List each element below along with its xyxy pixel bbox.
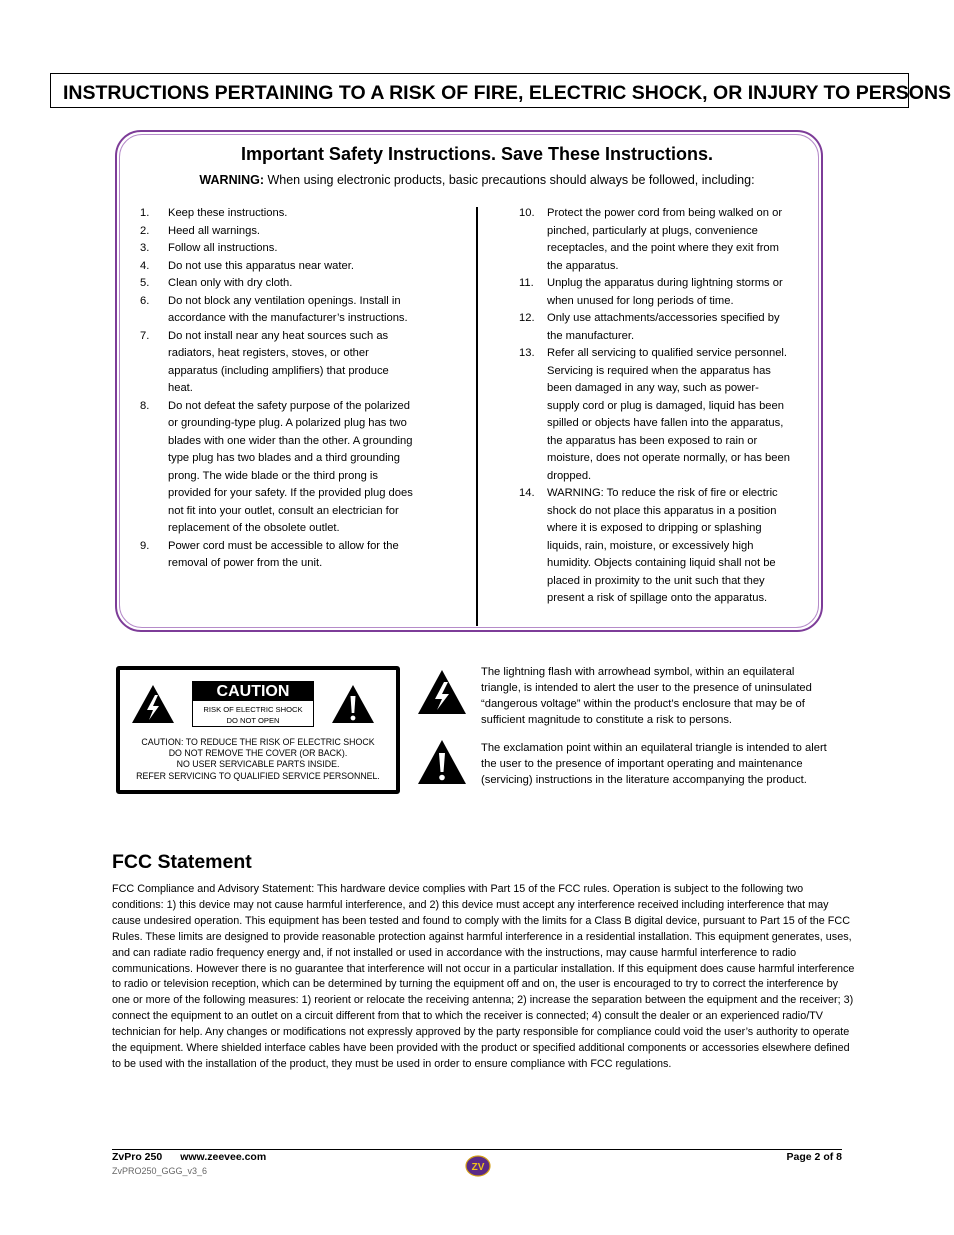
header-title: INSTRUCTIONS PERTAINING TO A RISK OF FIRE, ELECTRIC SHOCK, OR INJURY TO PERSONS	[63, 82, 952, 104]
list-item-text: Follow all instructions.	[168, 242, 278, 254]
caution-text-line1: CAUTION: TO REDUCE THE RISK OF ELECTRIC SHOCK	[141, 737, 375, 747]
caution-risk-text	[193, 704, 313, 726]
list-item	[140, 538, 415, 573]
list-item	[140, 328, 415, 398]
footer-doc-id: ZvPRO250_GGG_v3_6	[112, 1166, 208, 1176]
list-item	[519, 275, 791, 310]
list-item-number: 10.	[519, 207, 535, 219]
list-item	[519, 310, 791, 345]
warning-text: When using electronic products, basic precautions should always be followed, including:	[264, 173, 755, 187]
list-item-number: 8.	[140, 399, 150, 412]
exclamation-symbol-description: The exclamation point within an equilateral triangle is intended to alert the user to the presence of important operating and maintenance (servicing) instructions in the literature accompanying the product.	[481, 742, 827, 786]
list-item-text: Do not use this apparatus near water.	[168, 259, 354, 272]
list-item-number: 3.	[140, 242, 150, 254]
caution-text-line3: NO USER SERVICABLE PARTS INSIDE.	[176, 759, 340, 770]
caution-risk-line1: RISK OF ELECTRIC SHOCK	[203, 705, 303, 714]
warning-label: WARNING:	[199, 173, 264, 187]
list-item	[140, 258, 415, 276]
list-item	[519, 205, 791, 275]
list-item-number: 9.	[140, 539, 150, 552]
column-divider	[476, 207, 478, 626]
footer-product: ZvPro 250	[112, 1151, 163, 1163]
list-item-number: 5.	[140, 277, 150, 289]
caution-heading: CAUTION	[193, 682, 313, 701]
list-item-number: 13.	[519, 347, 535, 359]
footer-page-number: Page 2 of 8	[786, 1151, 842, 1163]
safety-list-left	[140, 205, 415, 573]
list-item-text: Only use attachments/accessories specified by the manufacturer.	[547, 312, 780, 342]
fcc-body: FCC Compliance and Advisory Statement: This hardware device complies with Part 15 of the FCC rules. Operation is subject to the following two conditions: 1) this device may not cause harmful interference, and 2) this device must accept any interference received including interference that may cause undesired operation. This equipment has been tested and found to comply with the limits for a Class B digital device, pursuant to Part 15 of the FCC Rules. These limits are designed to provide reasonable protection against harmful interference in a residential installation. This equipment generates, uses, and can radiate radio frequency energy and, if not installed or used in accordance with the instructions, may cause harmful interference to radio communications. However there is no guarantee that interference will not occur in a particular installation. If this equipment does cause harmful interference to radio or television reception, which can be determined by turning the equipment off and on, the user is encouraged to try to correct the interference by one or more of the following measures: 1) reorient or relocate the receiving antenna; 2) increase the separation between the equipment and the receiver; 3) connect the equipment to an outlet on a circuit different from that to which the receiver is connected; 4) consult the dealer or an experienced radio/TV technician for help. Any changes or modifications not expressly approved by the party responsible for compliance could void the user’s authority to operate the equipment. Where shielded interface cables have been provided with the product or specified additional components or accessories elsewhere defined to be used with the installation of the product, they must be used in order to ensure compliance with FCC regulations.	[112, 883, 855, 1070]
list-item-number: 14.	[519, 487, 535, 499]
caution-risk-line2: DO NOT OPEN	[226, 716, 280, 725]
list-item-number: 1.	[140, 207, 150, 219]
list-item-text: Heed all warnings.	[168, 224, 261, 237]
list-item-text: Unplug the apparatus during lightning storms or when unused for long periods of time.	[547, 277, 783, 307]
safety-list-right	[519, 205, 791, 608]
list-item-number: 7.	[140, 329, 150, 342]
lightning-triangle-icon	[130, 683, 176, 725]
list-item-text: Power cord must be accessible to allow for the removal of power from the unit.	[168, 539, 399, 569]
logo-text: ZV	[471, 1162, 485, 1173]
exclamation-triangle-icon	[330, 683, 376, 725]
list-item-text: Clean only with dry cloth.	[168, 277, 293, 289]
footer-website: www.zeevee.com	[180, 1151, 267, 1163]
header-title-box	[50, 73, 952, 108]
zeevee-logo	[464, 1155, 492, 1177]
list-item-number: 12.	[519, 312, 535, 324]
fcc-title: FCC Statement	[112, 851, 252, 873]
list-item-text: Keep these instructions.	[168, 207, 288, 219]
list-item-text: Refer all servicing to qualified service personnel. Servicing is required when the apparatus has been damaged in any way, such as power-supply cord or plug is damaged, liquid has been spilled or objects have fallen into the apparatus, the apparatus has been exposed to rain or moisture, does not operate normally, or has been dropped.	[547, 347, 790, 482]
list-item	[140, 293, 415, 328]
list-item-text: Protect the power cord from being walked on or pinched, particularly at plugs, convenience receptacles, and the point where they exit from the apparatus.	[547, 207, 783, 272]
exclamation-triangle-icon	[416, 738, 468, 786]
list-item	[140, 223, 415, 241]
list-item-number: 2.	[140, 224, 150, 237]
list-item-number: 6.	[140, 294, 150, 307]
lightning-triangle-icon	[416, 668, 468, 716]
footer-product-info	[112, 1151, 266, 1163]
list-item	[140, 275, 415, 293]
caution-header	[192, 681, 314, 727]
list-item	[140, 205, 415, 223]
list-item	[519, 345, 791, 485]
caution-label	[116, 666, 400, 794]
list-item-text: Do not defeat the safety purpose of the polarized or grounding-type plug. A polarized plug has two blades with one wider than the other. A grounding type plug has two blades and a third grounding prong. The wide blade or the third prong is provided for your safety. If the provided plug does not fit into your outlet, consult an electrician for replacement of the obsolete outlet.	[168, 399, 413, 534]
caution-body	[120, 737, 396, 782]
caution-text-line4: REFER SERVICING TO QUALIFIED SERVICE PERSONNEL.	[136, 770, 380, 781]
footer-divider	[112, 1149, 842, 1150]
caution-text-line2: DO NOT REMOVE THE COVER (OR BACK).	[168, 748, 348, 759]
list-item	[140, 240, 415, 258]
safety-warning	[0, 173, 954, 187]
list-item-number: 11.	[519, 277, 534, 289]
lightning-symbol-description: The lightning flash with arrowhead symbol, within an equilateral triangle, is intended to alert the user to the presence of uninsulated “dangerous voltage” within the product’s enclosure that may be of sufficient magnitude to constitute a risk to persons.	[481, 666, 812, 726]
list-item-text: Do not install near any heat sources such as radiators, heat registers, stoves, or other apparatus (including amplifiers) that produce heat.	[168, 329, 389, 394]
list-item-number: 4.	[140, 259, 150, 272]
list-item	[519, 485, 791, 608]
list-item-text: WARNING: To reduce the risk of fire or electric shock do not place this apparatus in a position where it is exposed to dripping or splashing liquids, rain, moisture, or excessively high humidity. Objects containing liquid shall not be placed in proximity to the unit such that they present a risk of spillage onto the apparatus.	[547, 487, 778, 604]
safety-title: Important Safety Instructions. Save These Instructions.	[240, 144, 714, 164]
list-item	[140, 398, 415, 538]
list-item-text: Do not block any ventilation openings. Install in accordance with the manufacturer’s instructions.	[168, 294, 408, 324]
